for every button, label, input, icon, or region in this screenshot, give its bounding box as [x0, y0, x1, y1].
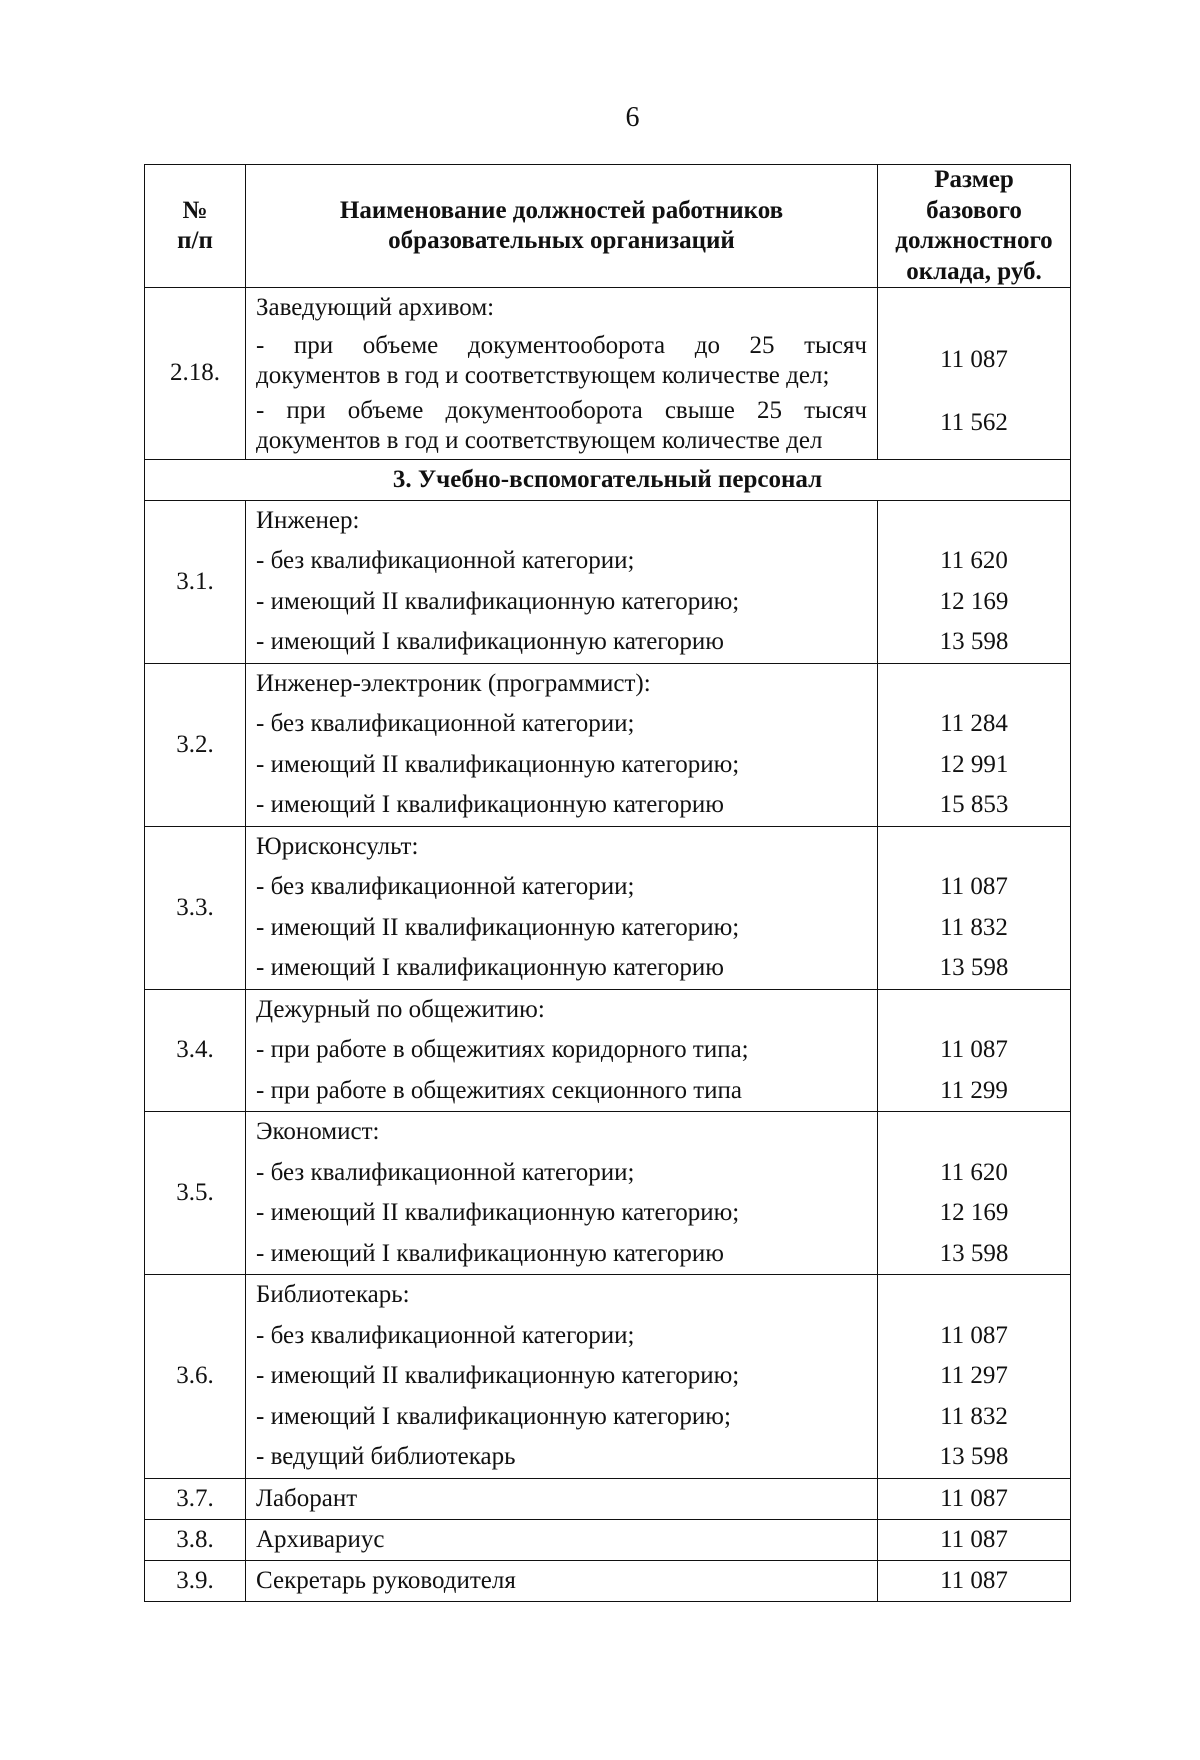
salary-spacer — [878, 1112, 1070, 1153]
header-salary — [878, 165, 1071, 288]
row-position — [246, 989, 878, 1112]
position-item: - имеющий I квалификационную категорию; — [256, 1402, 731, 1430]
position-item: - без квалификационной категории; — [256, 710, 635, 738]
row-salary: 11 087 — [878, 1478, 1071, 1519]
salary-value: 12 169 — [939, 587, 1009, 615]
row-salary — [878, 663, 1071, 826]
row-number: 2.18. — [145, 288, 246, 460]
row-position: Архивариус — [246, 1519, 878, 1560]
position-title: Дежурный по общежитию: — [256, 995, 545, 1023]
table-row — [145, 1112, 1071, 1275]
position-item: - ведущий библиотекарь — [256, 1443, 516, 1471]
row-salary — [878, 1275, 1071, 1479]
position-title: Заведующий архивом: — [256, 294, 495, 322]
row-position — [246, 663, 878, 826]
position-item: - имеющий I квалификационную категорию — [256, 1239, 724, 1267]
page-number: 6 — [625, 102, 640, 133]
position-item: - без квалификационной категории; — [256, 1321, 635, 1349]
row-position — [246, 1275, 878, 1479]
salary-value: 11 620 — [940, 1158, 1008, 1186]
position-title: Экономист: — [256, 1118, 380, 1146]
item-line: - при объеме документооборота свыше 25 тысяч — [256, 396, 867, 424]
item-line: документов в год и соответствующем количестве дел — [256, 426, 823, 454]
header-position-name — [246, 165, 878, 288]
salary-value: 11 832 — [940, 913, 1008, 941]
position-item: - имеющий II квалификационную категорию; — [256, 587, 740, 615]
row-salary — [878, 826, 1071, 989]
row-number: 3.7. — [145, 1478, 246, 1519]
header-number-line: п/п — [177, 227, 213, 254]
row-number: 3.9. — [145, 1560, 246, 1601]
salary-value: 15 853 — [939, 791, 1009, 819]
row-position: Секретарь руководителя — [246, 1560, 878, 1601]
row-salary: 11 087 — [878, 1519, 1071, 1560]
table-row — [145, 1275, 1071, 1479]
header-salary-line: Размер — [934, 166, 1014, 193]
row-salary — [878, 500, 1071, 663]
salary-value: 11 299 — [940, 1076, 1008, 1104]
table-row — [145, 663, 1071, 826]
row-salary — [878, 989, 1071, 1112]
salary-spacer — [878, 990, 1070, 1031]
salary-value: 13 598 — [939, 1239, 1009, 1267]
row-salary — [878, 1112, 1071, 1275]
position-item: - без квалификационной категории; — [256, 547, 635, 575]
table-row — [145, 989, 1071, 1112]
position-item — [256, 329, 867, 394]
position-item: - без квалификационной категории; — [256, 1158, 635, 1186]
position-item: - имеющий II квалификационную категорию; — [256, 1362, 740, 1390]
header-salary-line: оклада, руб. — [906, 257, 1042, 285]
row-number: 3.6. — [145, 1275, 246, 1479]
salary-value: 11 832 — [940, 1402, 1008, 1430]
salary-spacer — [878, 501, 1070, 542]
position-item: - имеющий I квалификационную категорию — [256, 791, 724, 819]
salary-spacer — [878, 664, 1070, 705]
position-item: - имеющий II квалификационную категорию; — [256, 1199, 740, 1227]
table-header-row — [145, 165, 1071, 288]
row-position — [246, 288, 878, 460]
position-item — [256, 394, 867, 459]
row-number: 3.2. — [145, 663, 246, 826]
item-line: документов в год и соответствующем количестве дел; — [256, 361, 830, 389]
salary-value: 11 562 — [940, 409, 1008, 436]
position-item: - имеющий II квалификационную категорию; — [256, 913, 740, 941]
position-item: - без квалификационной категории; — [256, 873, 635, 901]
table-row — [145, 288, 1071, 460]
section-header-row — [145, 459, 1071, 500]
salary-value: 11 087 — [940, 1036, 1008, 1064]
row-position — [246, 1112, 878, 1275]
salary-spacer — [878, 1275, 1070, 1316]
table-row — [145, 826, 1071, 989]
row-number: 3.3. — [145, 826, 246, 989]
header-name-line: образовательных организаций — [388, 227, 735, 254]
row-position — [246, 500, 878, 663]
table-row — [145, 1519, 1071, 1560]
header-number-line: № — [182, 196, 208, 224]
salary-value: 11 284 — [940, 710, 1008, 738]
salary-value: 11 620 — [940, 547, 1008, 575]
position-title: Библиотекарь: — [256, 1281, 410, 1309]
row-position: Лаборант — [246, 1478, 878, 1519]
row-salary: 11 087 — [878, 1560, 1071, 1601]
salary-table — [144, 164, 1071, 1602]
position-item: - имеющий I квалификационную категорию — [256, 628, 724, 656]
position-title: Инженер-электроник (программист): — [256, 669, 651, 697]
header-name-line: Наименование должностей работников — [339, 196, 784, 224]
row-number: 3.1. — [145, 500, 246, 663]
row-position — [246, 826, 878, 989]
salary-spacer — [878, 827, 1070, 868]
item-line: - при объеме документооборота до 25 тысяч — [256, 331, 867, 359]
header-salary-line: базового — [926, 196, 1022, 224]
salary-value: 13 598 — [939, 954, 1009, 982]
row-number: 3.8. — [145, 1519, 246, 1560]
salary-value: 13 598 — [939, 628, 1009, 656]
salary-value: 11 087 — [940, 873, 1008, 901]
position-item: - имеющий I квалификационную категорию — [256, 954, 724, 982]
position-title: Инженер: — [256, 506, 360, 534]
position-item: - имеющий II квалификационную категорию; — [256, 750, 740, 778]
header-number — [145, 165, 246, 288]
salary-value: 12 169 — [939, 1199, 1009, 1227]
row-number: 3.5. — [145, 1112, 246, 1275]
row-number: 3.4. — [145, 989, 246, 1112]
salary-value: 11 087 — [940, 1321, 1008, 1349]
table-row — [145, 500, 1071, 663]
salary-value: 13 598 — [939, 1443, 1009, 1471]
position-item: - при работе в общежитиях коридорного типа; — [256, 1036, 749, 1064]
position-title: Юрисконсульт: — [256, 832, 419, 860]
position-item: - при работе в общежитиях секционного типа — [256, 1076, 742, 1104]
row-salary — [878, 288, 1071, 460]
table-row — [145, 1478, 1071, 1519]
salary-spacer — [878, 288, 1070, 329]
header-salary-line: должностного — [895, 227, 1053, 254]
table-row — [145, 1560, 1071, 1601]
salary-value: 11 297 — [940, 1362, 1008, 1390]
section-title: 3. Учебно-вспомогательный персонал — [145, 459, 1071, 500]
salary-value: 12 991 — [939, 750, 1009, 778]
salary-value: 11 087 — [940, 346, 1008, 373]
